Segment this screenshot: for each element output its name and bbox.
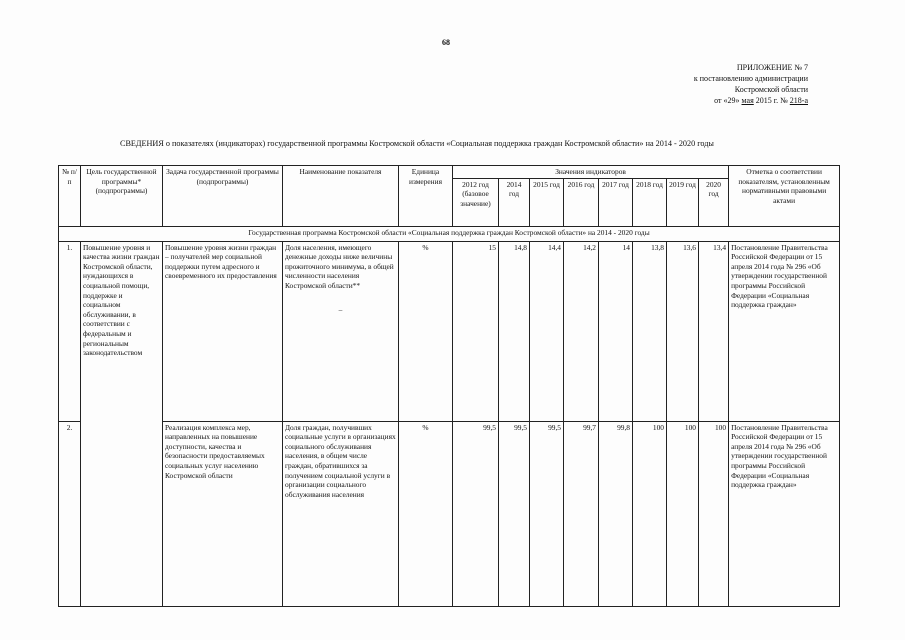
indicator-mark: – — [338, 304, 343, 314]
header-year: 2019 год — [667, 178, 699, 226]
header-row-1 — [59, 166, 840, 179]
row-value: 14,2 — [564, 241, 599, 421]
header-note: Отметка о соответствии показателям, установленным нормативными правовыми актами — [729, 166, 840, 227]
program-row — [59, 226, 840, 241]
row-note: Постановление Правительства Российской Федерации от 15 апреля 2014 года № 296 «Об утверждении государственной программы Российской Федерации «Социальная поддержка граждан» — [729, 421, 840, 606]
row-value: 14,4 — [530, 241, 564, 421]
row-value: 100 — [633, 421, 667, 606]
appendix-line-2: к постановлению администрации — [693, 74, 808, 83]
row-value: 13,4 — [699, 241, 729, 421]
row-value: 100 — [699, 421, 729, 606]
page-number: 68 — [442, 38, 450, 47]
row-value: 13,6 — [667, 241, 699, 421]
row-task: Повышение уровня жизни граждан – получателей мер социальной поддержки путем адресного и своевременного их предоставления — [163, 241, 283, 421]
row-unit: % — [399, 241, 453, 421]
appendix-line-4 — [588, 95, 808, 106]
row-value: 99,5 — [499, 421, 530, 606]
document-title: СВЕДЕНИЯ о показателях (индикаторах) государственной программы Костромской области «Социальная поддержка граждан Костромской области» на 2014 - 2020 годы — [120, 139, 714, 148]
table-row — [59, 241, 840, 421]
appendix-date-mid: 2015 г. № — [753, 96, 790, 105]
row-note: Постановление Правительства Российской Федерации от 15 апреля 2014 года № 296 «Об утверждении государственной программы Российской Федерации «Социальная поддержка граждан» — [729, 241, 840, 421]
header-values-group: Значения индикаторов — [453, 166, 729, 179]
header-year: 2012 год (базовое значение) — [453, 178, 499, 226]
header-year: 2015 год — [530, 178, 564, 226]
header-year: 2014 год — [499, 178, 530, 226]
row-value: 15 — [453, 241, 499, 421]
row-value: 14,8 — [499, 241, 530, 421]
program-title: Государственная программа Костромской области «Социальная поддержка граждан Костромской области» на 2014 - 2020 годы — [59, 226, 840, 241]
row-indicator: Доля граждан, получивших социальные услуги в организациях социального обслуживания населения, в общем числе граждан, обратившихся за получением социальной услуги в организации социального обслуживания населения — [283, 421, 399, 606]
row-goal — [81, 241, 163, 606]
header-year: 2020 год — [699, 178, 729, 226]
header-task: Задача государственной программы (подпрограммы) — [163, 166, 283, 227]
header-year: 2017 год — [599, 178, 633, 226]
indicator-text: Доля населения, имеющего денежные доходы ниже величины прожиточного минимума, в общей численности населения Костромской области** — [285, 242, 394, 290]
appendix-month: мая — [741, 96, 754, 105]
row-num: 1. — [59, 241, 81, 421]
row-value: 13,8 — [633, 241, 667, 421]
goal-text: Повышение уровня и качества жизни граждан Костромской области, нуждающихся в социальной помощи, поддержке и социальном обслуживании, в соответствии с федеральным и региональным законодательством — [83, 242, 160, 358]
appendix-line-3: Костромской области — [734, 85, 808, 94]
appendix-block — [588, 62, 808, 106]
header-goal: Цель государственной программы* (подпрограммы) — [81, 166, 163, 227]
row-value: 100 — [667, 421, 699, 606]
header-num: № п/п — [59, 166, 81, 227]
appendix-number: 218-а — [789, 96, 808, 105]
header-unit: Единица измерения — [399, 166, 453, 227]
appendix-line-1: ПРИЛОЖЕНИЕ № 7 — [736, 63, 808, 72]
row-value: 99,8 — [599, 421, 633, 606]
row-num: 2. — [59, 421, 81, 606]
appendix-date-prefix: от «29» — [714, 96, 742, 105]
row-task: Реализация комплекса мер, направленных на повышение доступности, качества и безопасности предоставляемых социальных услуг населению Костромской области — [163, 421, 283, 606]
row-indicator — [283, 241, 399, 421]
header-indicator: Наименование показателя — [283, 166, 399, 227]
header-year: 2018 год — [633, 178, 667, 226]
row-value: 99,5 — [530, 421, 564, 606]
row-value: 14 — [599, 241, 633, 421]
row-value: 99,7 — [564, 421, 599, 606]
header-year: 2016 год — [564, 178, 599, 226]
row-value: 99,5 — [453, 421, 499, 606]
indicators-table — [58, 165, 840, 607]
table-row — [59, 421, 840, 606]
row-unit: % — [399, 421, 453, 606]
